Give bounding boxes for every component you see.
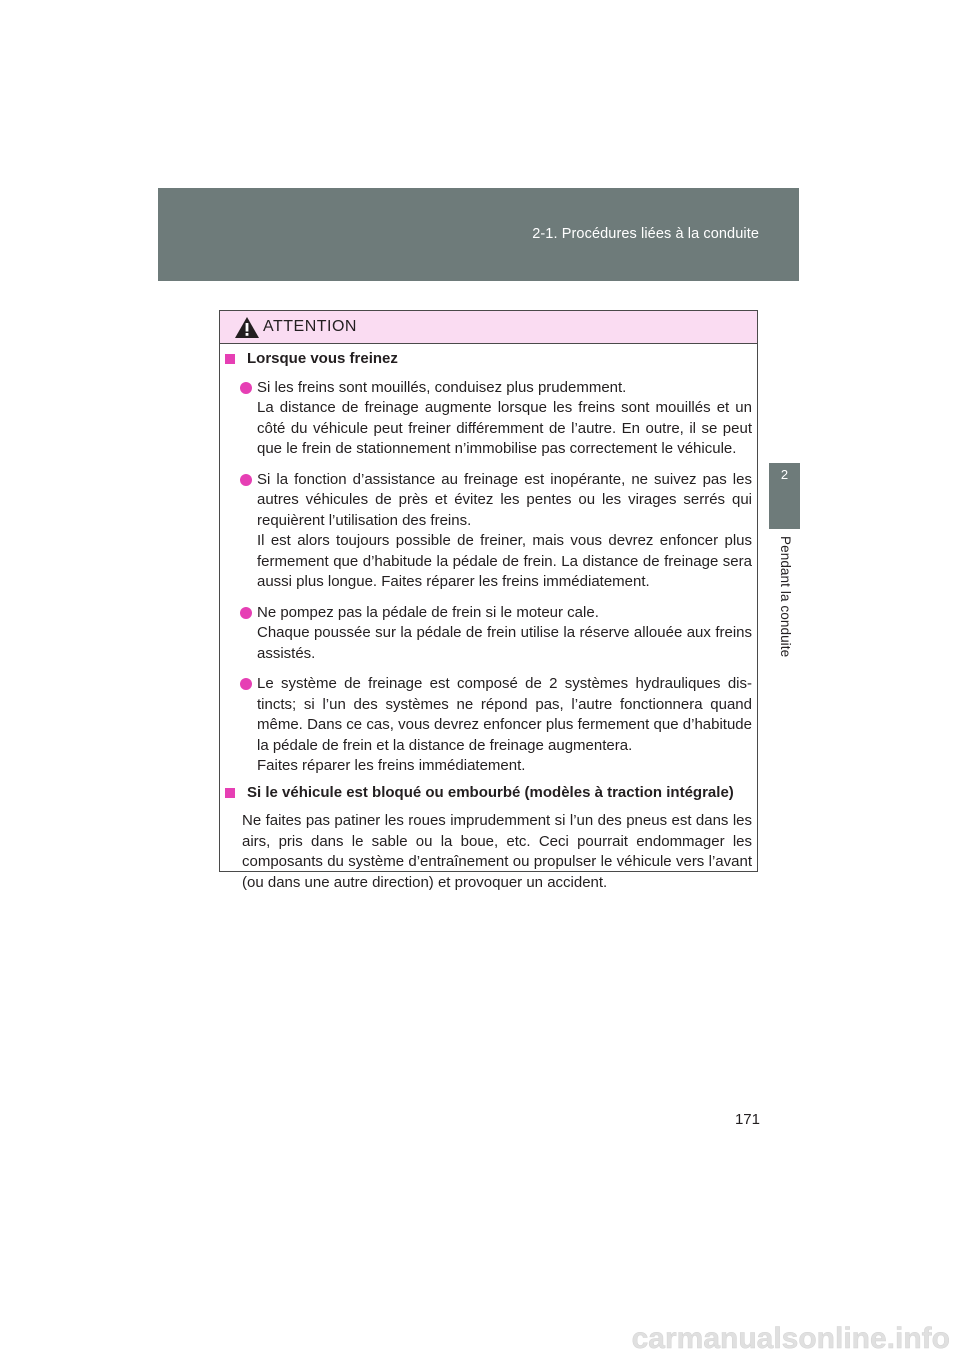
chapter-number: 2 [780, 467, 789, 482]
warning-triangle-icon [234, 316, 260, 339]
bullet-text: Ne pompez pas la pédale de frein si le moteur cale. [257, 603, 599, 621]
warning-body [220, 349, 757, 893]
header-band [158, 188, 799, 281]
bullet-text: La distance de freinage augmente lorsque les freins sont mouillés et un côté du véhicule peut freiner différemment de l’autre. En outre, il se peut que le frein de stationnement n’immobilise pas correctement le véhicule. [257, 399, 752, 457]
bullet-text: Si les freins sont mouillés, conduisez plus prudemment. [257, 378, 627, 396]
warning-title: ATTENTION [263, 318, 357, 335]
section-heading-text: Lorsque vous freinez [247, 350, 398, 367]
watermark [0, 1318, 960, 1358]
chapter-tab [769, 463, 800, 529]
section-title: 2-1. Procédures liées à la conduite [532, 226, 759, 242]
warning-header [220, 311, 757, 344]
circle-bullet-icon [240, 474, 252, 486]
circle-bullet-icon [240, 382, 252, 394]
warning-box [219, 310, 758, 891]
bullet-text: Le système de freinage est composé de 2 systèmes hydrauliques distincts; si l’un des systèmes ne répond pas, l’autre fonctionnera quand même. Dans ce cas, vous devrez enfoncer plus fermement que d’habitude la pédale de frein et la distance de freinage augmentera. [257, 675, 752, 754]
bullet-item [240, 674, 752, 777]
bullet-item [240, 378, 752, 460]
square-bullet-icon [225, 354, 235, 364]
circle-bullet-icon [240, 678, 252, 690]
bullet-text: Faites réparer les freins immédiatement. [257, 757, 526, 774]
page-number: 171 [734, 1111, 760, 1128]
section-heading [225, 783, 757, 804]
watermark-text: carmanualsonline.info [631, 1322, 950, 1355]
square-bullet-icon [225, 788, 235, 798]
chapter-label: Pendant la conduite [778, 536, 793, 658]
section-text: Ne faites pas patiner les roues imprudemment si l’un des pneus est dans les airs, pris dans le sable ou la boue, etc. Ceci pourrait endommager les composants du système d’entraînement ou propulser le véhicule vers l’avant (ou dans une autre direction) et provoquer un accident. [242, 812, 752, 891]
circle-bullet-icon [240, 607, 252, 619]
bullet-item [240, 470, 752, 593]
section-heading [225, 349, 757, 370]
bullet-text: Si la fonction d’assistance au freinage est inopérante, ne suivez pas les autres véhicules de près et évitez les pentes ou les virages serrés qui requièrent l’utilisation des freins. [257, 470, 752, 529]
section-heading-text: Si le véhicule est bloqué ou embourbé (modèles à traction intégrale) [247, 783, 734, 801]
bullet-item [240, 603, 752, 665]
bullet-text: Il est alors toujours possible de freiner, mais vous devrez enfoncer plus fermement que d’habitude la pédale de frein. La distance de freinage sera aussi plus longue. Faites réparer les freins immédiatement. [257, 532, 752, 590]
bullet-text: Chaque poussée sur la pédale de frein utilise la réserve allouée aux freins assistés. [257, 624, 752, 662]
